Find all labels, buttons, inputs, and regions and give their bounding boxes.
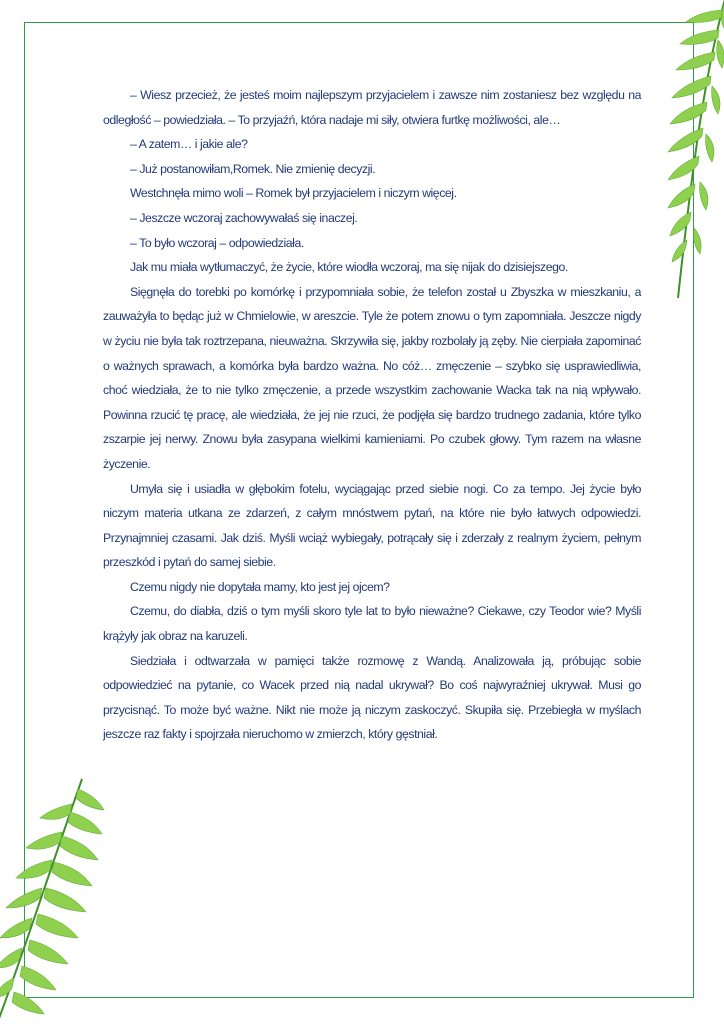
- paragraph: Umyła się i usiadła w głębokim fotelu, wyciągając przed siebie nogi. Co za tempo. Jej życie było niczym materia utkana ze zdarzeń, z całym mnóstwem pytań, na które nie było łatwych odpowiedzi. Przynajmniej czasami. Jak dziś. Myśli wciąż wybiegały, potrącały się i zderzały z realnym życiem, pełnym przeszkód i pytań do samej siebie.: [103, 481, 641, 570]
- paragraph: Sięgnęła do torebki po komórkę i przypomniała sobie, że telefon został u Zbyszka w mieszkaniu, a zauważyła to będąc już w Chmielowie, w areszcie. Tyle że potem znowu o tym zapomniała. Jeszcze nigdy w życiu nie była tak roztrzepana, nieuważna. Skrzywiła się, jakby rozbolały ją zęby. Nie cierpiała zapominać o ważnych sprawach, a komórka była bardzo ważna. No cóż… zmęczenie – szybko się usprawiedliwia, choć wiedziała, że to nie tylko zmęczenie, a przede wszystkim zachowanie Wacka tak na nią wpływało. Powinna rzucić tę pracę, ale wiedziała, że jej nie rzuci, że podjęła się bardzo trudnego zadania, które tylko zszarpie jej nerwy. Znowu była zasypana wielkimi kamieniami. Po czubek głowy. Tym razem na własne życzenie.: [103, 284, 641, 471]
- paragraph: Siedziała i odtwarzała w pamięci także rozmowę z Wandą. Analizowała ją, próbując sobie odpowiedzieć na pytanie, co Wacek przed nią nadal ukrywał? Bo coś najwyraźniej ukrywał. Musi go przycisnąć. To może być ważne. Nikt nie może ją niczym zaskoczyć. Skupiła się. Przebiegła w myślach jeszcze raz fakty i spojrzała nieruchomo w zmierzch, który gęstniał.: [103, 653, 641, 742]
- paragraph: – A zatem… i jakie ale?: [130, 137, 248, 152]
- paragraph: – Już postanowiłam,Romek. Nie zmienię decyzji.: [130, 161, 376, 176]
- paragraph: Jak mu miała wytłumaczyć, że życie, które wiodła wczoraj, ma się nijak do dzisiejszego.: [130, 260, 568, 275]
- paragraph: – To było wczoraj – odpowiedziała.: [130, 235, 304, 250]
- paragraph: Czemu, do diabła, dziś o tym myśli skoro tyle lat to było nieważne? Ciekawe, czy Teodor wie? Myśli krążyły jak obraz na karuzeli.: [103, 604, 641, 644]
- text-body: [103, 83, 641, 747]
- paragraph: Westchnęła mimo woli – Romek był przyjacielem i niczym więcej.: [130, 186, 457, 201]
- fern-leaf-icon: [0, 774, 120, 1024]
- paragraph: Czemu nigdy nie dopytała mamy, kto jest jej ojcem?: [130, 579, 390, 594]
- paragraph: – Jeszcze wczoraj zachowywałaś się inaczej.: [130, 210, 358, 225]
- paragraph: – Wiesz przecież, że jesteś moim najlepszym przyjacielem i zawsze nim zostaniesz bez względu na odległość – powiedziała. – To przyjaźń, która nadaje mi siły, otwiera furtkę możliwości, ale…: [103, 88, 641, 127]
